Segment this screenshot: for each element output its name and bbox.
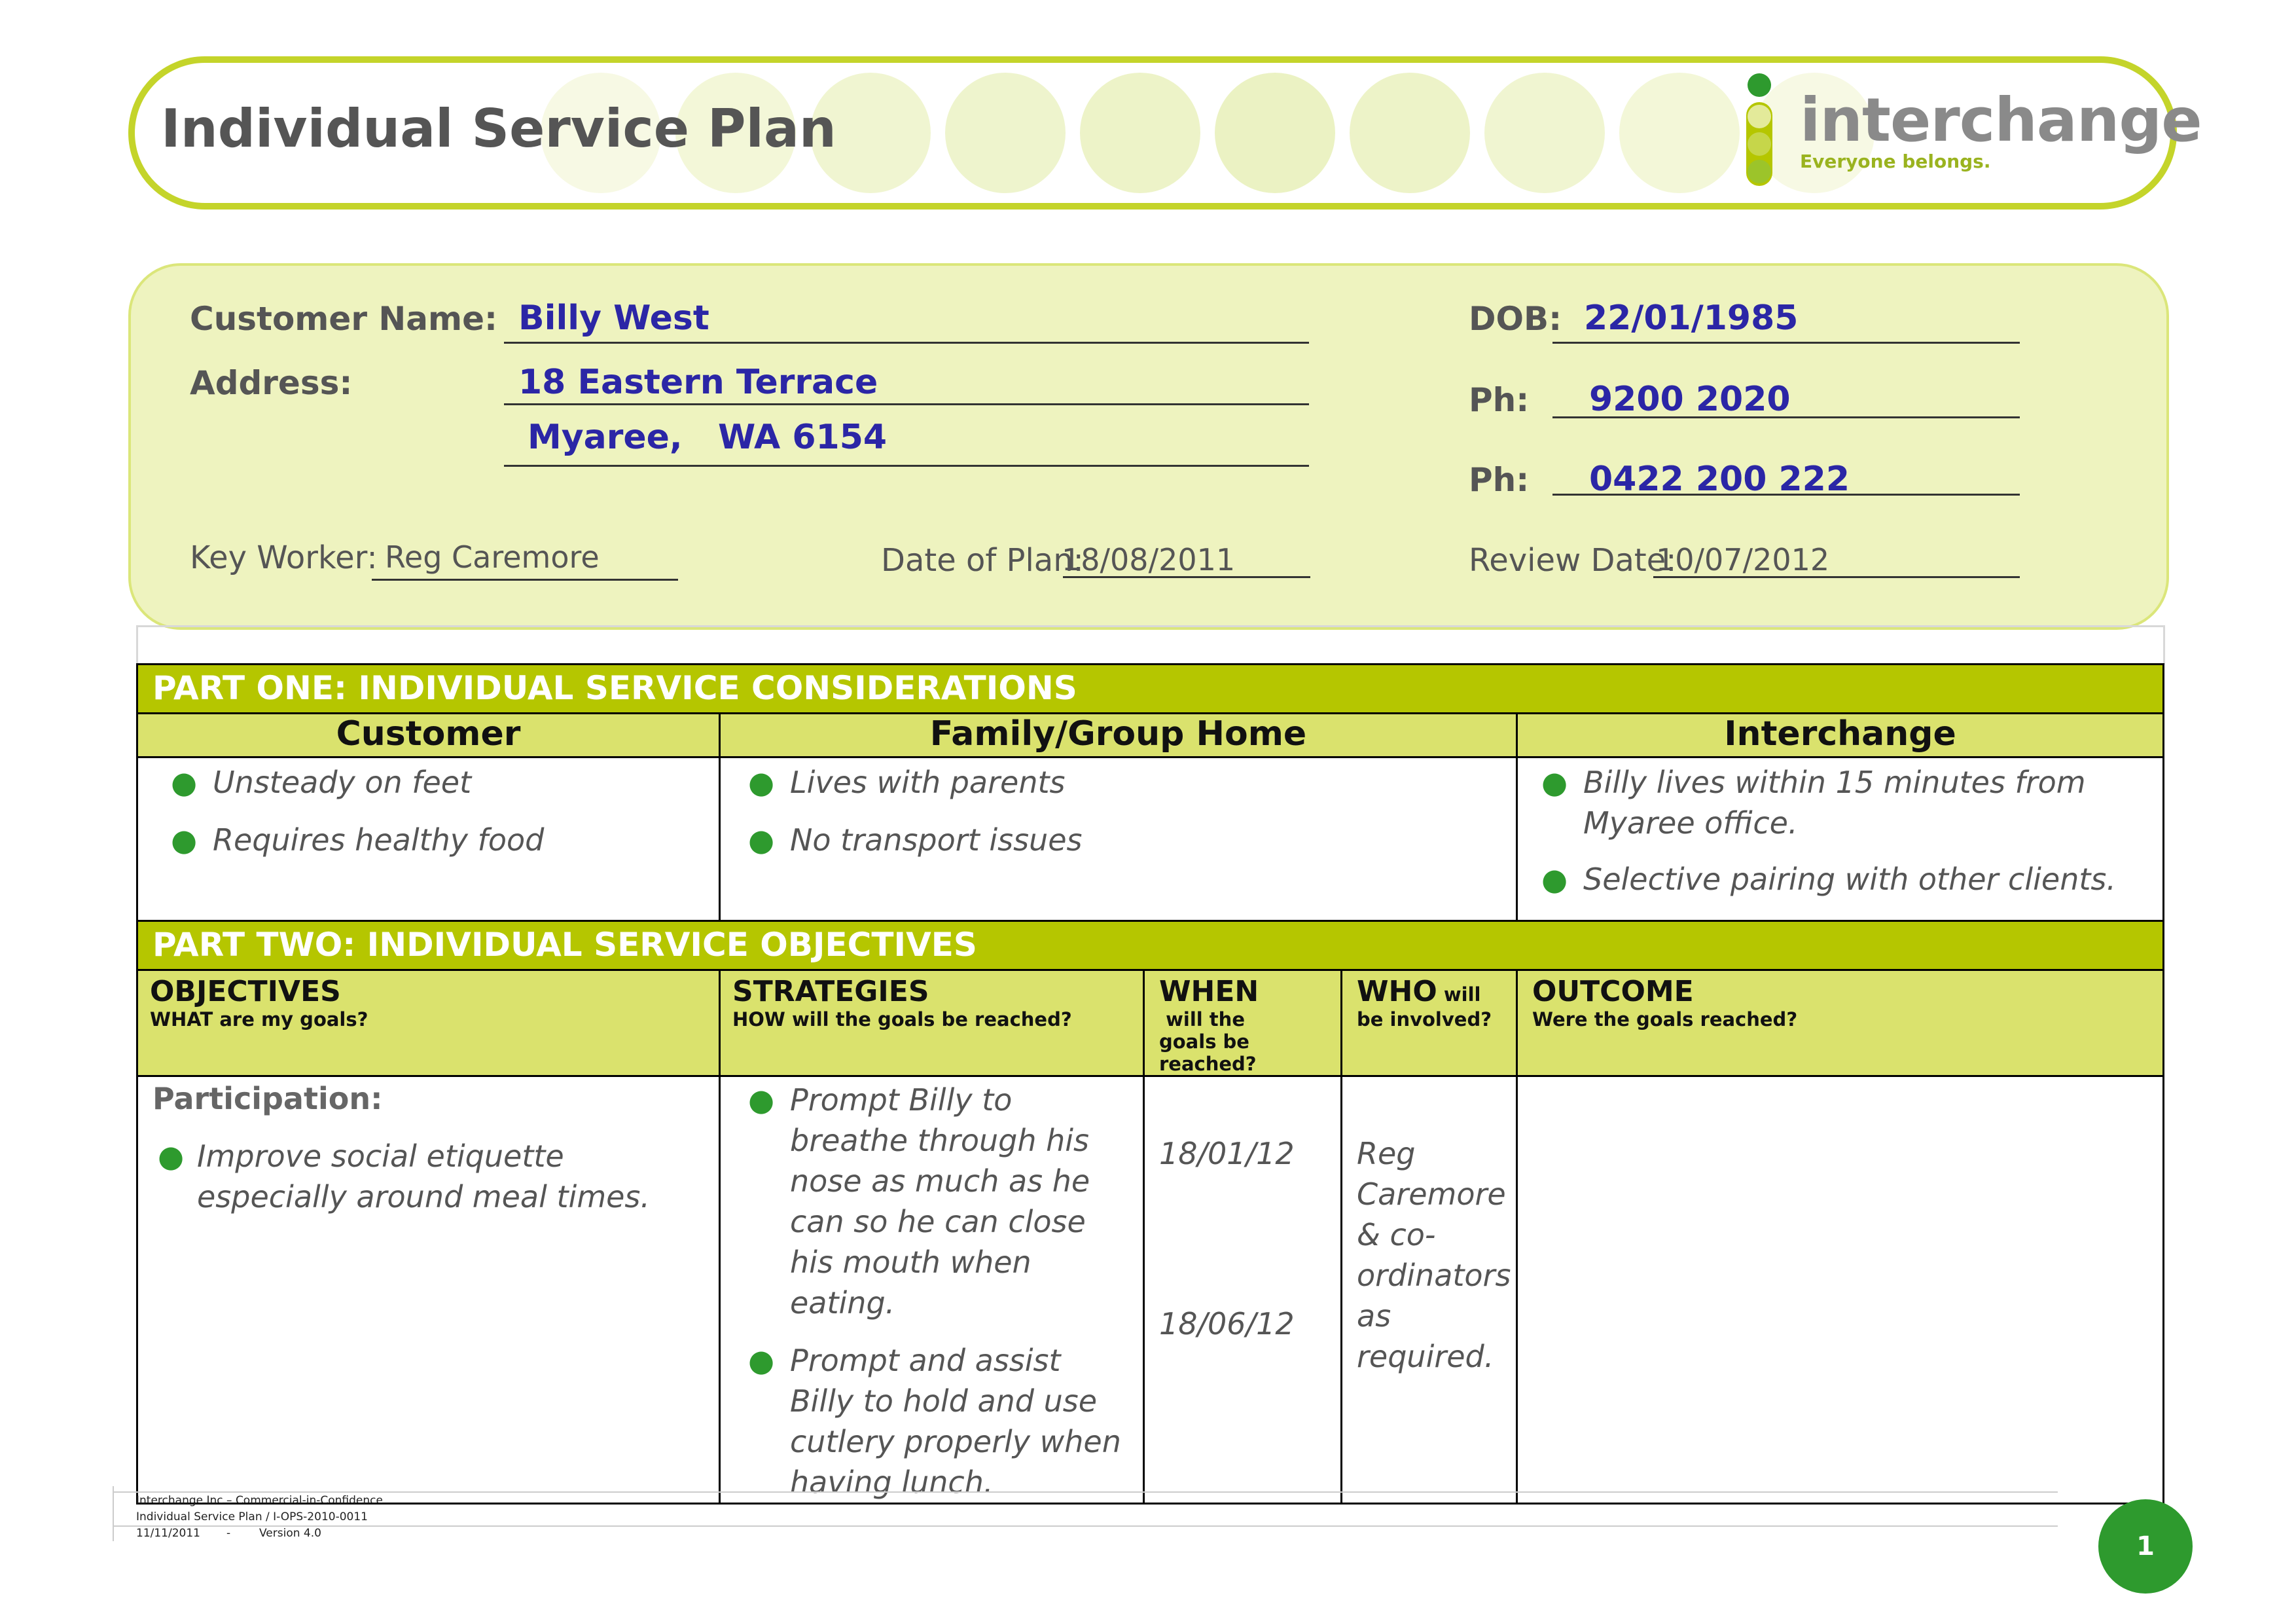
when-header: WHEN will the goals be reached?	[1144, 970, 1342, 1076]
when-date: 18/06/12	[1159, 1306, 1295, 1341]
list-item: ● Requires healthy food	[138, 820, 719, 860]
decor-circle	[1619, 73, 1740, 193]
underline	[1552, 342, 2020, 344]
phone1-label: Ph:	[1469, 381, 1530, 419]
when-date: 18/01/12	[1159, 1136, 1295, 1171]
outcome-header: OUTCOME Were the goals reached?	[1517, 970, 2164, 1076]
bullet-icon: ●	[1541, 765, 1568, 800]
underline	[1063, 576, 1310, 578]
phone2-value: 0422 200 222	[1589, 460, 1850, 499]
bullet-icon: ●	[171, 822, 198, 858]
list-item: ● Lives with parents	[721, 762, 1516, 803]
underline	[504, 465, 1309, 467]
dob-value: 22/01/1985	[1584, 299, 1799, 338]
underline	[1552, 494, 2020, 496]
decor-circle	[945, 73, 1066, 193]
decor-circle	[1484, 73, 1605, 193]
who-header: WHO will be involved?	[1342, 970, 1517, 1076]
key-worker-label: Key Worker:	[190, 539, 378, 576]
objectives-header: OBJECTIVES WHAT are my goals?	[137, 970, 720, 1076]
objective-title: Participation:	[152, 1081, 383, 1116]
underline	[504, 342, 1309, 344]
address-line2-value: Myaree, WA 6154	[528, 418, 888, 457]
col-header-interchange: Interchange	[1517, 714, 2164, 757]
bullet-icon: ●	[748, 765, 775, 800]
col-header-customer: Customer	[137, 714, 720, 757]
footer-version: Version 4.0	[259, 1527, 321, 1540]
footer-divider	[113, 1486, 114, 1541]
footer-divider	[113, 1491, 2058, 1493]
footer-confidentiality: Interchange Inc – Commercial-in-Confidence	[136, 1494, 383, 1507]
list-item: ● Unsteady on feet	[138, 762, 719, 803]
key-worker-value: Reg Caremore	[385, 539, 600, 575]
strategies-header: STRATEGIES HOW will the goals be reached?	[720, 970, 1144, 1076]
service-plan-table	[136, 663, 2164, 1504]
decor-circle	[1350, 73, 1470, 193]
interchange-considerations-cell	[1517, 757, 2164, 921]
list-item: ● Prompt and assist Billy to hold and use cutlery properly when having lunch.	[721, 1340, 1134, 1503]
phone2-label: Ph:	[1469, 461, 1530, 499]
page-number-badge: 1	[2098, 1499, 2193, 1594]
list-item: ● Prompt Billy to breathe through his nose as much as he can so he can close his mouth when eating.	[721, 1080, 1134, 1323]
date-of-plan-label: Date of Plan:	[881, 542, 1084, 579]
customer-considerations-cell	[137, 757, 720, 921]
underline	[372, 579, 678, 581]
part-one-heading: PART ONE: INDIVIDUAL SERVICE CONSIDERATIONS	[137, 665, 2164, 714]
bullet-icon: ●	[748, 1082, 775, 1118]
footer-date: 11/11/2011	[136, 1527, 200, 1540]
bullet-icon: ●	[748, 1343, 775, 1378]
address-label: Address:	[190, 364, 353, 402]
part-two-heading: PART TWO: INDIVIDUAL SERVICE OBJECTIVES	[137, 921, 2164, 970]
phone1-value: 9200 2020	[1589, 380, 1791, 419]
review-date-label: Review Date:	[1469, 542, 1677, 579]
address-line1-value: 18 Eastern Terrace	[518, 363, 878, 402]
bullet-icon: ●	[748, 822, 775, 858]
page-title: Individual Service Plan	[161, 98, 836, 159]
customer-name-label: Customer Name:	[190, 300, 497, 338]
bullet-icon: ●	[171, 765, 198, 800]
customer-name-value: Billy West	[518, 299, 709, 338]
footer-separator: -	[226, 1527, 231, 1540]
footer-divider	[113, 1525, 2058, 1527]
decor-circle	[1080, 73, 1200, 193]
who-cell	[1342, 1076, 1517, 1504]
bullet-icon: ●	[1541, 862, 1568, 897]
family-considerations-cell	[720, 757, 1517, 921]
decor-circle	[1215, 73, 1335, 193]
outcome-cell	[1517, 1076, 2164, 1504]
logo-tagline: Everyone belongs.	[1800, 151, 1991, 172]
review-date-value: 10/07/2012	[1656, 542, 1830, 577]
col-header-family: Family/Group Home	[720, 714, 1517, 757]
underline	[504, 403, 1309, 405]
list-item: ● Selective pairing with other clients.	[1518, 859, 2149, 900]
list-item: ● Billy lives within 15 minutes from Myaree office.	[1518, 762, 2149, 843]
strategies-cell	[720, 1076, 1144, 1504]
list-item: ● Improve social etiquette especially around meal times.	[152, 1136, 692, 1217]
when-cell	[1144, 1076, 1342, 1504]
bullet-icon: ●	[158, 1139, 185, 1174]
objective-cell	[137, 1076, 720, 1504]
underline	[1653, 576, 2020, 578]
list-item: ● No transport issues	[721, 820, 1516, 860]
dob-label: DOB:	[1469, 300, 1562, 338]
underline	[1552, 416, 2020, 418]
traffic-light-dots-icon	[1746, 73, 1772, 191]
footer-document-id: Individual Service Plan / I-OPS-2010-0011	[136, 1510, 368, 1523]
table-top-frame	[136, 625, 2165, 665]
logo-wordmark: interchange	[1800, 85, 2202, 155]
who-text: Reg Caremore & co-ordinators as required.	[1357, 1136, 1511, 1374]
date-of-plan-value: 18/08/2011	[1062, 542, 1236, 577]
